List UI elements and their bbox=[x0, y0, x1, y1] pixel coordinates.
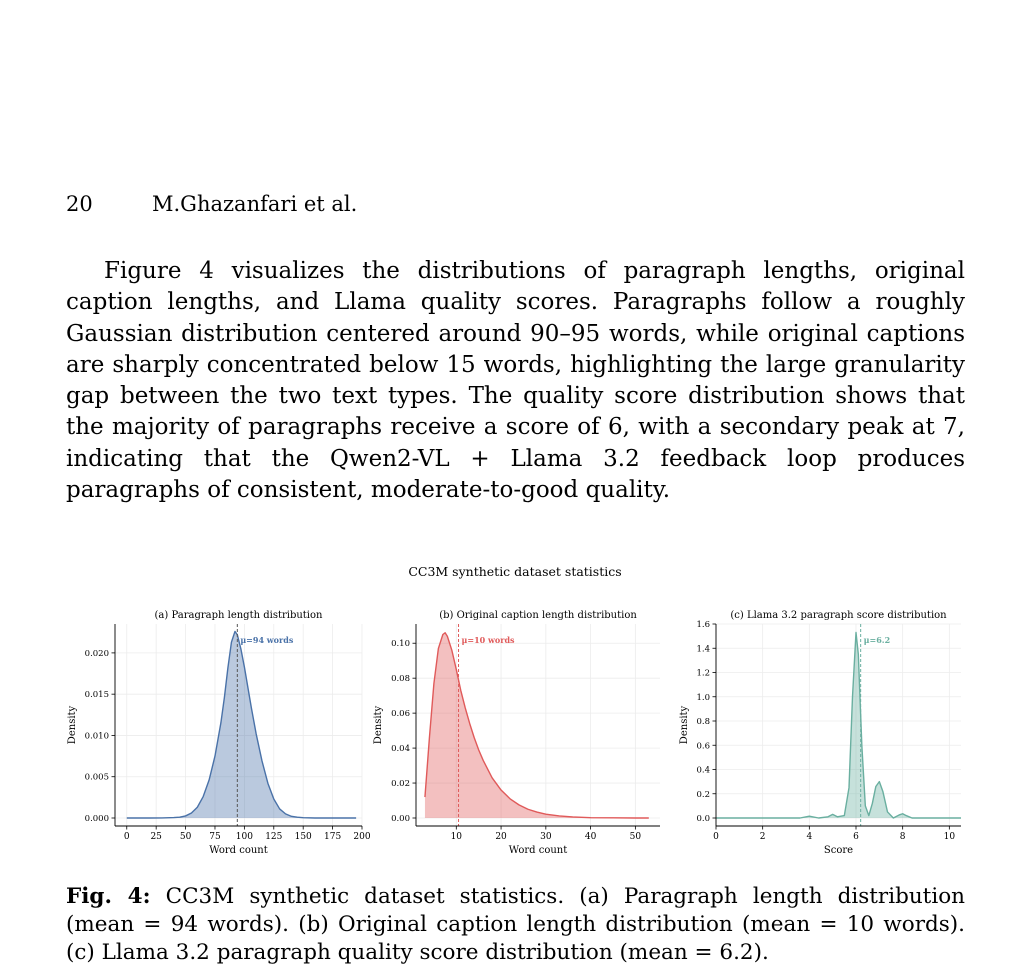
y-tick-label: 0.000 bbox=[84, 814, 109, 824]
y-tick-label: 0.08 bbox=[391, 674, 410, 685]
y-tick-label: 0.6 bbox=[696, 741, 710, 752]
y-axis-label: Density bbox=[67, 705, 78, 745]
chart-panel-b bbox=[373, 610, 660, 856]
y-tick-label: 1.2 bbox=[696, 668, 710, 679]
density-area bbox=[716, 632, 961, 818]
y-axis-label: Density bbox=[373, 705, 384, 745]
x-tick-label: 125 bbox=[265, 832, 283, 842]
x-axis-label: Word count bbox=[508, 845, 568, 856]
y-tick-label: 0.8 bbox=[696, 717, 710, 727]
y-tick-label: 0.020 bbox=[84, 648, 109, 659]
x-tick-label: 0 bbox=[123, 832, 130, 842]
x-tick-label: 10 bbox=[450, 832, 463, 842]
caption-label: Fig. 4: bbox=[66, 884, 151, 909]
x-tick-label: 10 bbox=[943, 832, 956, 842]
y-tick-label: 1.6 bbox=[696, 620, 710, 630]
chart-title: (b) Original caption length distribution bbox=[439, 610, 637, 621]
figure-caption bbox=[66, 883, 965, 967]
y-tick-label: 0.2 bbox=[696, 789, 710, 800]
x-tick-label: 75 bbox=[209, 832, 221, 842]
y-tick-label: 0.4 bbox=[696, 765, 710, 776]
y-tick-label: 0.005 bbox=[84, 772, 109, 783]
y-tick-label: 0.00 bbox=[391, 814, 410, 824]
x-tick-label: 8 bbox=[899, 832, 906, 842]
mean-label: μ=94 words bbox=[240, 635, 294, 645]
y-tick-label: 0.06 bbox=[391, 709, 410, 720]
y-tick-label: 1.4 bbox=[696, 644, 710, 655]
x-tick-label: 200 bbox=[353, 832, 371, 842]
x-tick-label: 40 bbox=[584, 832, 597, 842]
page-number: 20 bbox=[66, 192, 93, 216]
x-tick-label: 100 bbox=[235, 832, 253, 842]
x-tick-label: 50 bbox=[629, 832, 642, 842]
density-line bbox=[716, 632, 961, 818]
chart-panel-c bbox=[679, 610, 961, 856]
x-tick-label: 20 bbox=[495, 832, 507, 842]
x-tick-label: 150 bbox=[294, 832, 312, 842]
x-tick-label: 2 bbox=[759, 832, 766, 842]
y-tick-label: 0.02 bbox=[391, 779, 410, 790]
running-authors: M.Ghazanfari et al. bbox=[152, 192, 358, 216]
y-tick-label: 0.10 bbox=[391, 639, 410, 650]
chart-panel-a bbox=[67, 610, 371, 856]
x-tick-label: 30 bbox=[540, 832, 552, 842]
x-tick-label: 0 bbox=[713, 832, 719, 842]
mean-label: μ=6.2 bbox=[863, 635, 891, 645]
y-tick-label: 0.0 bbox=[696, 814, 710, 824]
body-paragraph: Figure 4 visualizes the distributions of paragraph lengths, original caption lengths, and Llama quality scores. Paragraphs follow a roughly Gaussian distribution centered around 90–95 words, while original captions are sharply concentrated below 15 words, highlighting the large granularity gap between the two text types. The quality score distribution shows that the majority of paragraphs receive a score of 6, with a secondary peak at 7, indicating that the Qwen2-VL + Llama 3.2 feedback loop produces paragraphs of consistent, moderate-to-good quality. bbox=[66, 258, 965, 504]
y-tick-label: 0.010 bbox=[84, 731, 109, 742]
chart-title: (c) Llama 3.2 paragraph score distribution bbox=[730, 610, 947, 621]
x-tick-label: 25 bbox=[150, 832, 162, 842]
y-axis-label: Density bbox=[679, 705, 690, 745]
y-tick-label: 0.015 bbox=[84, 690, 109, 701]
density-area bbox=[127, 631, 356, 818]
y-tick-label: 1.0 bbox=[696, 692, 710, 703]
x-tick-label: 175 bbox=[324, 832, 342, 842]
x-axis-label: Score bbox=[823, 845, 854, 856]
x-tick-label: 50 bbox=[179, 832, 192, 842]
x-tick-label: 6 bbox=[853, 832, 859, 842]
caption-text: CC3M synthetic dataset statistics. (a) Paragraph length distribution (mean = 94 words). (b) Original caption length distribution (mean = 10 words). (c) Llama 3.2 paragraph quality score distribution (mean = 6.2). bbox=[66, 884, 965, 965]
chart-title: (a) Paragraph length distribution bbox=[154, 610, 323, 621]
x-axis-label: Word count bbox=[209, 845, 268, 856]
mean-label: μ=10 words bbox=[461, 635, 515, 645]
x-tick-label: 4 bbox=[806, 832, 813, 842]
figure-suptitle: CC3M synthetic dataset statistics bbox=[408, 564, 622, 579]
y-tick-label: 0.04 bbox=[391, 744, 410, 755]
